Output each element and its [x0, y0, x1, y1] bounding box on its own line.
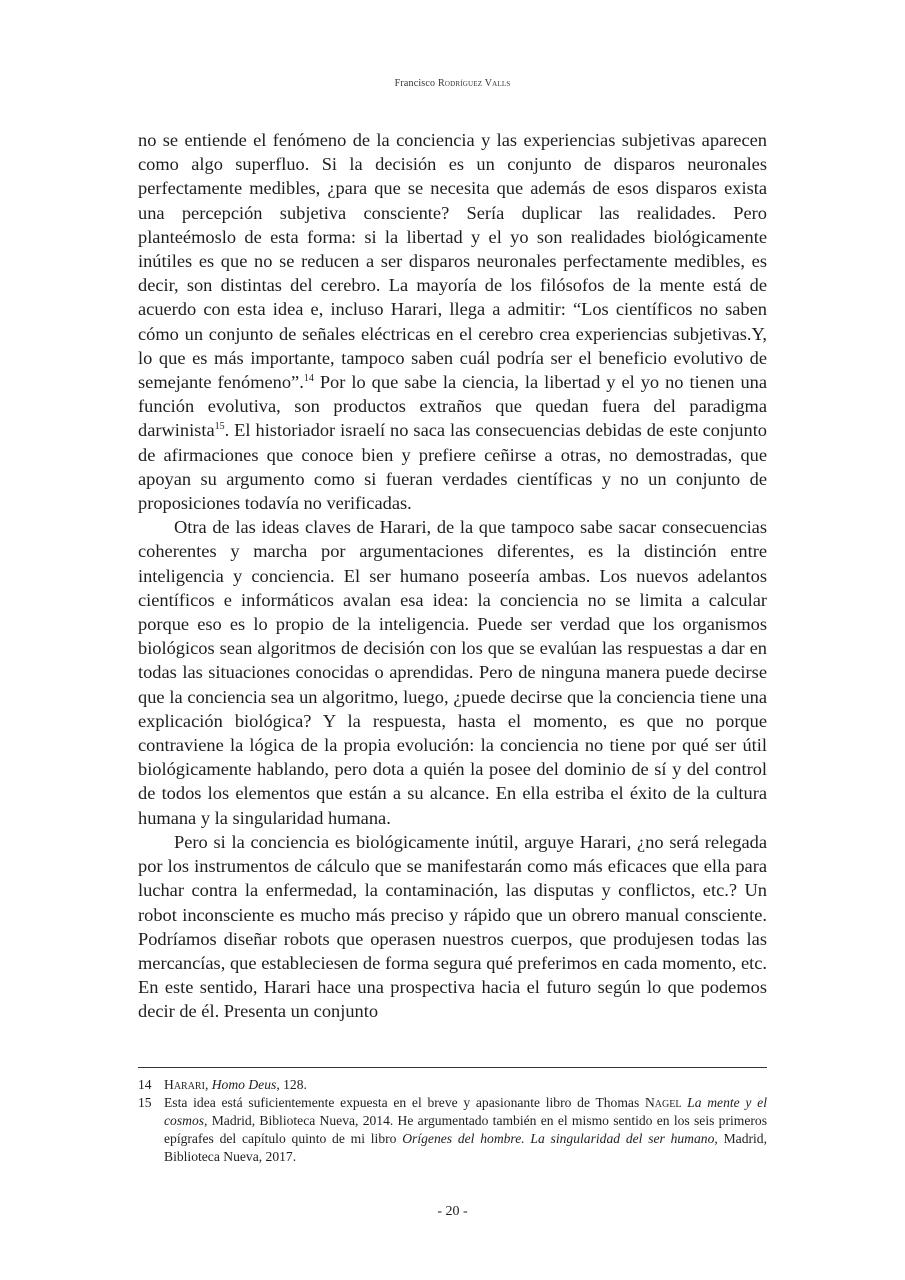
- main-text: [138, 128, 767, 1024]
- footnote-book-title-2: Orígenes del hombre. La singularidad del ser humano: [402, 1131, 715, 1146]
- header-author-first: Francisco: [394, 78, 438, 89]
- paragraph-1-part-b: Por lo que sabe la ciencia, la libertad y el yo no tienen una función evolutiva, son productos extraños que quedan fuera del paradigma darwinista: [138, 372, 767, 441]
- footnote-number: 15: [138, 1095, 152, 1110]
- paragraph-1: [138, 128, 767, 515]
- footnote-ref-15[interactable]: 15: [214, 421, 225, 433]
- footnote-text: [164, 1076, 767, 1094]
- footnote-book-title: Homo Deus: [211, 1077, 277, 1092]
- footnote-text-a: Esta idea está suficientemente expuesta en el breve y apasionante libro de Thomas: [164, 1095, 645, 1110]
- footnote-text: [164, 1094, 767, 1166]
- page-number: - 20 -: [437, 1204, 468, 1219]
- footnote-divider: [138, 1067, 767, 1068]
- footnote-number: 14: [138, 1077, 152, 1092]
- running-header: [0, 78, 905, 89]
- footnote-separator: ,: [204, 1077, 212, 1092]
- footnote-author: Nagel: [644, 1095, 682, 1110]
- footnote-15: [138, 1094, 767, 1166]
- paragraph-1-part-a: no se entiende el fenómeno de la conciencia y las experiencias subjetivas aparecen como algo superfluo. Si la decisión es un conjunto de disparos neuronales perfectamente medibles, ¿para que se necesita que además de esos disparos exista una percepción subjetiva consciente? Sería duplicar las realidades. Pero planteémoslo de esta forma: si la libertad y el yo son realidades biológicamente inútiles es que no se reducen a ser disparos neuronales perfectamente medibles, es decir, son distintas del cerebro. La mayoría de los filósofos de la mente está de acuerdo con esta idea e, incluso Harari, llega a admitir: “Los científicos no saben cómo un conjunto de señales eléctricas en el cerebro crea experiencias subjetivas.Y, lo que es más importante, tampoco saben cuál podría ser el beneficio evolutivo de semejante fenómeno”.: [138, 130, 767, 393]
- footnote-text-b: , Madrid, Biblioteca Nueva, 2014. He argumentado también en el mismo sentido en los seis primeros epígrafes del capítulo quinto de mi libro: [164, 1113, 767, 1146]
- header-author-last: Rodríguez Valls: [437, 78, 511, 89]
- footnote-book-title-1: La mente y el cosmos: [164, 1095, 767, 1128]
- footnote-14: [138, 1076, 767, 1094]
- footnote-author: Harari: [164, 1077, 205, 1092]
- paragraph-2: Otra de las ideas claves de Harari, de la que tampoco sabe sacar consecuencias coherentes y marcha por argumentaciones diferentes, es la distinción entre inteligencia y conciencia. El ser humano poseería ambas. Los nuevos adelantos científicos e informáticos avalan esa idea: la conciencia no se limita a calcular porque eso es lo propio de la inteligencia. Puede ser verdad que los organismos biológicos sean algoritmos de decisión con los que se evalúan las respuestas a dar en todas las situaciones conocidas o aprendidas. Pero de ninguna manera puede decirse que la conciencia sea un algoritmo, luego, ¿puede decirse que la conciencia tiene una explicación biológica? Y la respuesta, hasta el momento, es que no porque contraviene la lógica de la propia evolución: la conciencia no tiene por qué ser útil biológicamente hablando, pero dota a quién la posee del dominio de sí y del control de todos los elementos que están a su alcance. En ella estriba el éxito de la cultura humana y la singularidad humana.: [138, 517, 767, 828]
- paragraph-3: Pero si la conciencia es biológicamente inútil, arguye Harari, ¿no será relegada por los instrumentos de cálculo que se manifestarán como más eficaces que ella para luchar contra la enfermedad, la contaminación, las disputas y conflictos, etc.? Un robot inconsciente es mucho más preciso y rápido que un obrero manual consciente. Podríamos diseñar robots que operasen nuestros cuerpos, que produjesen todas las mercancías, que estableciesen de forma segura qué preferimos en cada momento, etc. En este sentido, Harari hace una prospectiva hacia el futuro según lo que podemos decir de él. Presenta un conjunto: [138, 831, 767, 1022]
- footnote-text-c: , Madrid, Biblioteca Nueva, 2017.: [164, 1131, 767, 1164]
- footnotes: [138, 1076, 767, 1166]
- footnote-citation: , 128.: [276, 1077, 307, 1092]
- paragraph-1-part-c: . El historiador israelí no saca las consecuencias debidas de este conjunto de afirmaciones que conoce bien y prefiere ceñirse a otras, no demostradas, que apoyan su argumento como si fueran verdades científicas y no un conjunto de proposiciones todavía no verificadas.: [138, 420, 767, 514]
- footnote-ref-14[interactable]: 14: [303, 373, 314, 385]
